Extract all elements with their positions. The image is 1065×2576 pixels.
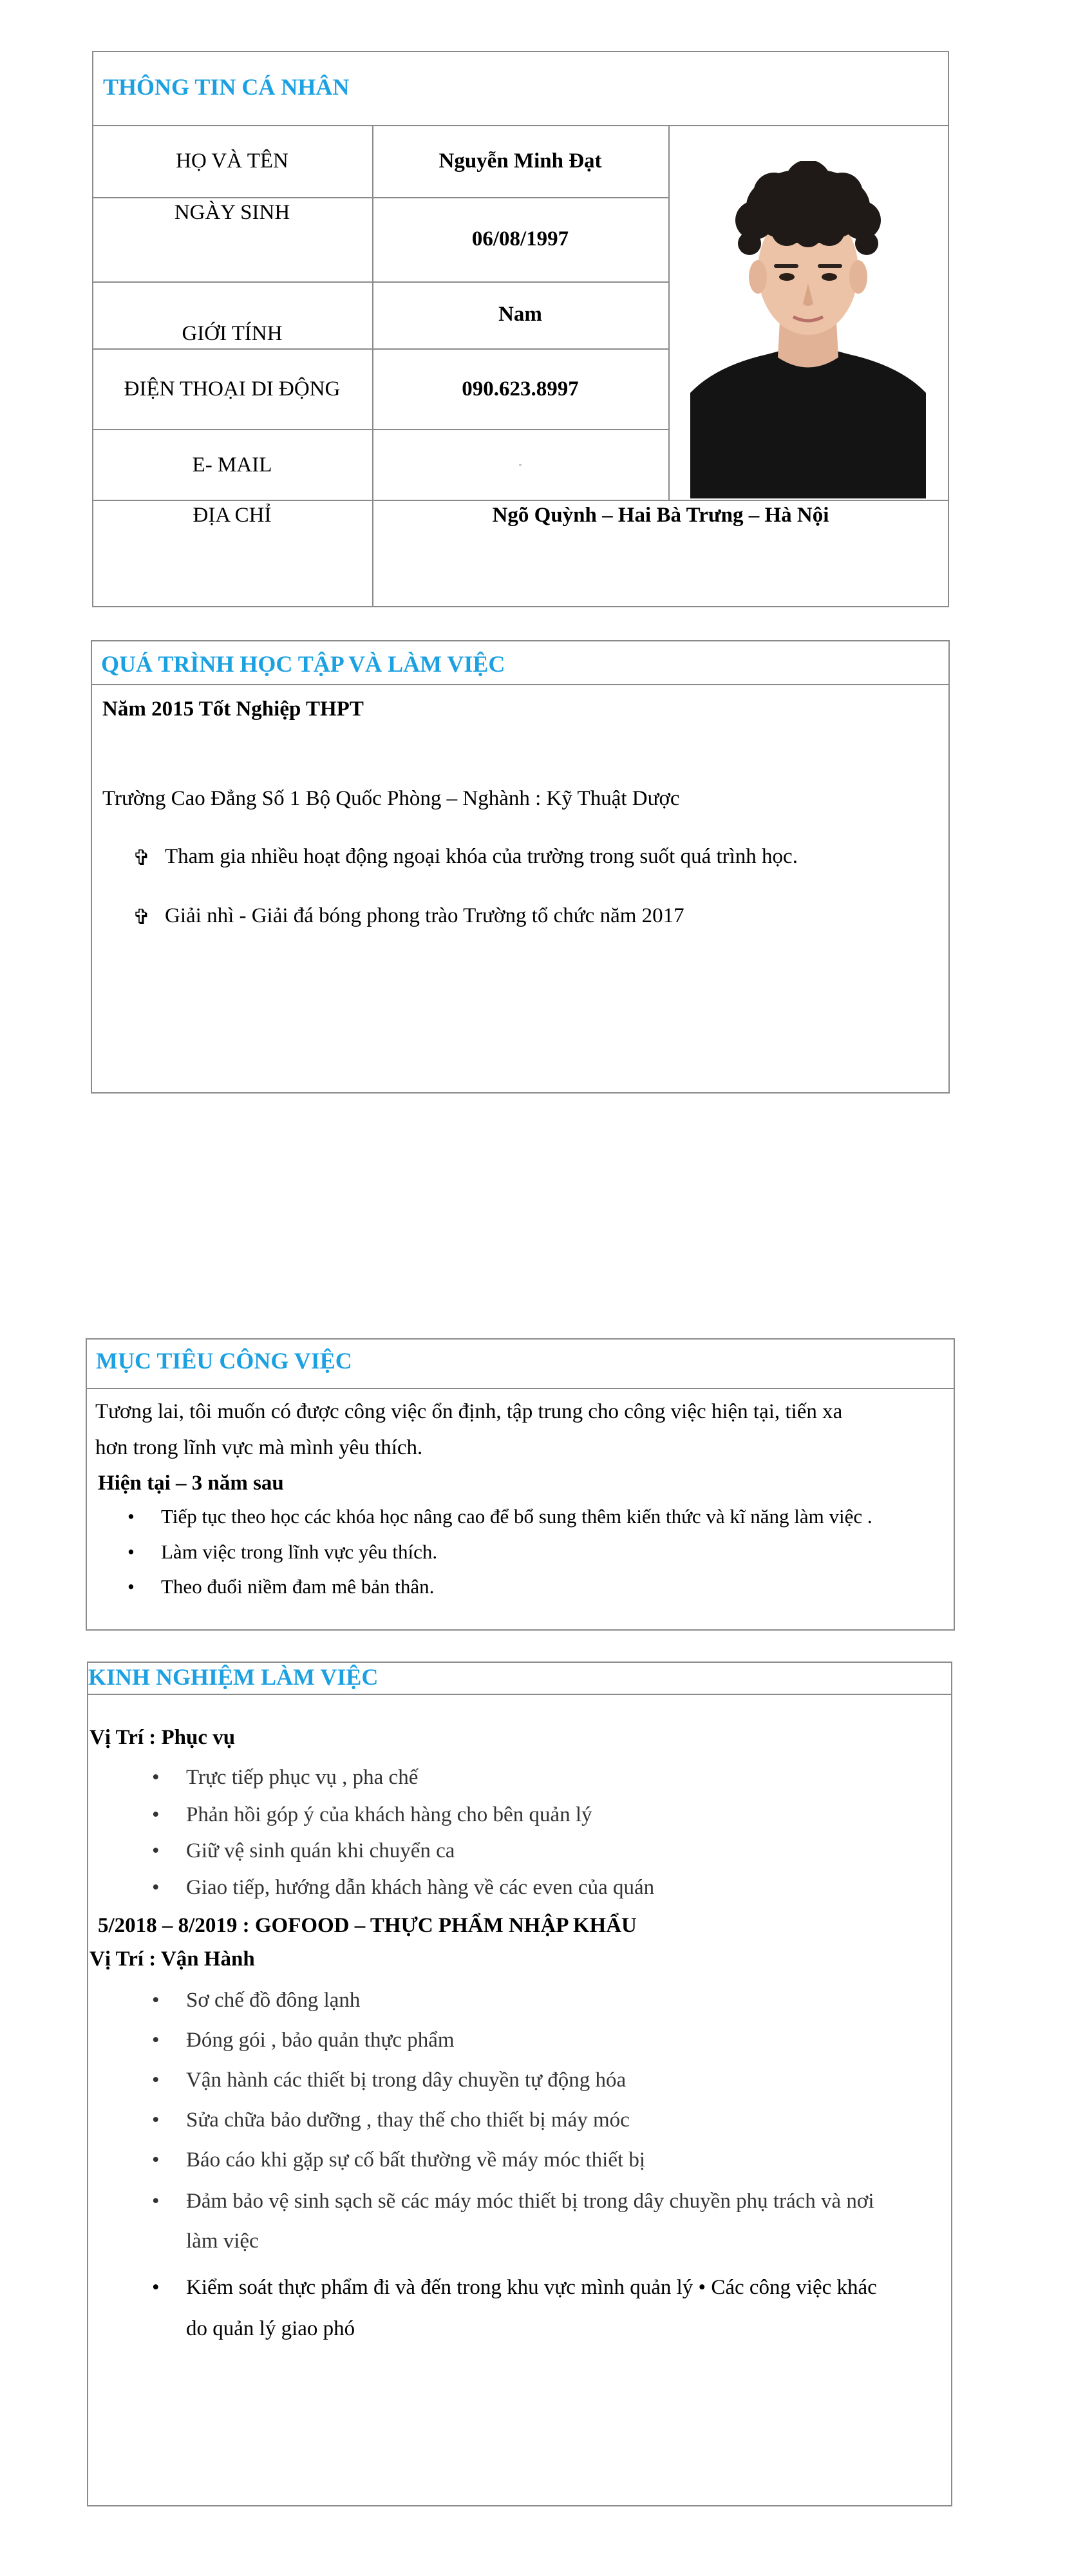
objective-paragraph-line1: Tương lai, tôi muốn có được công việc ổn định, tập trung cho công việc hiện tại, tiến xa	[95, 1400, 843, 1423]
portrait-illustration	[690, 161, 926, 498]
row-divider	[92, 125, 949, 126]
list-item-text: làm việc	[186, 2230, 259, 2253]
list-item-text: Tiếp tục theo học các khóa học nâng cao để bổ sung thêm kiến thức và kĩ năng làm việc .	[161, 1505, 872, 1528]
bullet-icon: •	[152, 1989, 160, 2012]
bullet-icon: •	[127, 1505, 135, 1528]
list-item-text: Giữ vệ sinh quán khi chuyển ca	[186, 1839, 455, 1862]
label-address: ĐỊA CHỈ	[193, 504, 272, 527]
value-email: -	[518, 460, 522, 469]
list-item-text: Vận hành các thiết bị trong dây chuyền tự động hóa	[186, 2069, 627, 2092]
value-full-name: Nguyễn Minh Đạt	[438, 149, 602, 173]
objective-paragraph-line2: hơn trong lĩnh vực mà mình yêu thích.	[95, 1436, 423, 1459]
education-title: QUÁ TRÌNH HỌC TẬP VÀ LÀM VIỆC	[101, 651, 505, 677]
label-email: E- MAIL	[192, 453, 272, 477]
list-item-text: do quản lý giao phó	[186, 2317, 355, 2340]
bullet-icon: •	[152, 1766, 160, 1789]
bullet-icon: •	[152, 1839, 160, 1862]
row-divider	[92, 348, 668, 350]
value-birth-date: 06/08/1997	[471, 227, 569, 251]
list-item-text: Giải nhì - Giải đá bóng phong trào Trường tổ chức năm 2017	[165, 904, 684, 927]
label-gender: GIỚI TÍNH	[182, 322, 283, 345]
education-college: Trường Cao Đẳng Số 1 Bộ Quốc Phòng – Nghành : Kỹ Thuật Dược	[102, 787, 680, 810]
list-item-text: Sửa chữa bảo dưỡng , thay thế cho thiết bị máy móc	[186, 2108, 630, 2132]
bullet-icon: •	[152, 2069, 160, 2092]
row-divider	[92, 281, 668, 283]
bullet-icon: •	[127, 1540, 135, 1563]
job2-heading: 5/2018 – 8/2019 : GOFOOD – THỰC PHẨM NHẬP KHẨU	[98, 1914, 637, 1937]
label-full-name: HỌ VÀ TÊN	[176, 149, 288, 173]
section-title-divider	[87, 1694, 952, 1695]
column-divider	[372, 125, 373, 607]
value-gender: Nam	[498, 303, 542, 326]
cross-bullet-icon: ✞	[133, 906, 151, 929]
list-item-text: Sơ chế đồ đông lạnh	[186, 1989, 361, 2012]
row-divider	[92, 429, 668, 430]
row-divider	[92, 197, 668, 198]
list-item-text: Báo cáo khi gặp sự cố bất thường về máy móc thiết bị	[186, 2148, 646, 2172]
bullet-icon: •	[152, 1876, 160, 1899]
objective-title: MỤC TIÊU CÔNG VIỆC	[96, 1348, 352, 1374]
bullet-icon: •	[152, 2108, 160, 2132]
experience-title: KINH NGHIỆM LÀM VIỆC	[88, 1664, 379, 1690]
bullet-icon: •	[152, 2148, 160, 2172]
section-title-divider	[91, 684, 950, 685]
value-phone: 090.623.8997	[462, 377, 579, 401]
list-item-text: Giao tiếp, hướng dẫn khách hàng về các even của quán	[186, 1876, 655, 1899]
bullet-icon: •	[152, 1803, 160, 1826]
section-title-divider	[86, 1388, 955, 1389]
list-item-text: Kiểm soát thực phẩm đi và đến trong khu vực mình quản lý • Các công việc khác	[186, 2276, 877, 2299]
profile-photo	[690, 161, 926, 498]
list-item-text: Phản hồi góp ý của khách hàng cho bên quản lý	[186, 1803, 592, 1826]
bullet-icon: •	[152, 2029, 160, 2052]
column-divider	[668, 125, 670, 500]
label-birth-date: NGÀY SINH	[174, 201, 290, 224]
list-item-text: Đóng gói , bảo quản thực phẩm	[186, 2029, 455, 2052]
row-divider	[92, 500, 949, 501]
list-item-text: Làm việc trong lĩnh vực yêu thích.	[161, 1540, 438, 1563]
job2-position: Vị Trí : Vận Hành	[90, 1947, 255, 1971]
list-item-text: Đảm bảo vệ sinh sạch sẽ các máy móc thiết bị trong dây chuyền phụ trách và nơi	[186, 2190, 874, 2213]
list-item-text: Trực tiếp phục vụ , pha chế	[186, 1766, 419, 1789]
personal-info-title: THÔNG TIN CÁ NHÂN	[103, 74, 350, 100]
bullet-icon: •	[152, 2190, 160, 2213]
value-address: Ngõ Quỳnh – Hai Bà Trưng – Hà Nội	[492, 504, 829, 527]
bullet-icon: •	[127, 1575, 135, 1598]
label-phone: ĐIỆN THOẠI DI ĐỘNG	[124, 377, 341, 401]
education-graduation: Năm 2015 Tốt Nghiệp THPT	[102, 697, 364, 721]
bullet-icon: •	[152, 2276, 160, 2299]
job1-position: Vị Trí : Phục vụ	[90, 1726, 236, 1749]
list-item-text: Theo đuổi niềm đam mê bản thân.	[161, 1575, 435, 1598]
cross-bullet-icon: ✞	[133, 847, 151, 870]
list-item-text: Tham gia nhiều hoạt động ngoại khóa của trường trong suốt quá trình học.	[165, 845, 798, 868]
objective-subheading: Hiện tại – 3 năm sau	[98, 1472, 284, 1495]
